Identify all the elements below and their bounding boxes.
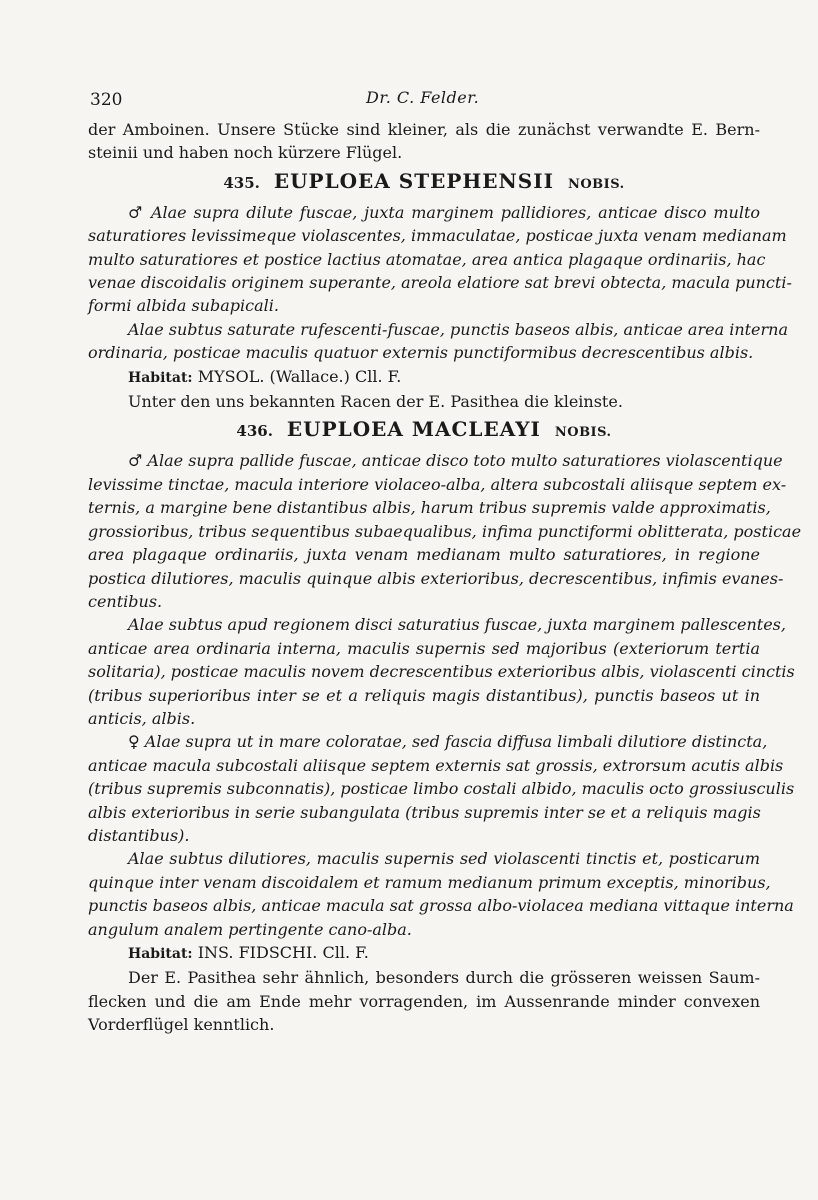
species-number: 436.: [236, 422, 273, 441]
running-header-author: Dr. C. Felder.: [366, 88, 480, 107]
page-body: [88, 118, 802, 1037]
remark-paragraph: [88, 966, 760, 1036]
text-line: Vorderflügel kenntlich.: [88, 1015, 275, 1035]
habitat-label: Habitat:: [128, 369, 193, 386]
text-line: punctis baseos albis, anticae macula sat grossa albo-violacea mediana vittaque interna: [88, 896, 794, 916]
text-line: ♂ Alae supra pallide fuscae, anticae disco toto multo saturatiores violascentique: [128, 451, 783, 471]
habitat-text: INS. FIDSCHI. Cll. F.: [197, 943, 369, 962]
text-line: centibus.: [88, 591, 163, 611]
text-line: saturatiores levissimeque violascentes, immaculatae, posticae juxta venam medianam: [88, 226, 787, 246]
intro-line: steinii und haben noch kürzere Flügel.: [88, 143, 403, 163]
text-line: albis exterioribus in serie subangulata (tribus supremis inter se et a reliquis magis: [88, 802, 761, 822]
text-line: angulum analem pertingente cano-alba.: [88, 919, 412, 939]
species-name: EUPLOEA STEPHENSII: [273, 168, 554, 193]
text-line: flecken und die am Ende mehr vorragenden, im Aussenrande minder convexen: [88, 991, 760, 1011]
species-heading-436: [88, 415, 760, 447]
description-male-under: [88, 318, 789, 365]
description-female-upper: [88, 730, 795, 847]
species-number: 435.: [223, 173, 260, 192]
species-heading-435: [88, 167, 760, 199]
text-line: area plagaque ordinariis, juxta venam medianam multo saturatiores, in regione: [88, 545, 760, 565]
description-male-under: [88, 613, 795, 730]
text-line: ordinaria, posticae maculis quatuor externis punctiformibus decrescentibus albis.: [88, 343, 754, 363]
description-female-under: [88, 847, 794, 941]
text-line: (tribus superioribus inter se et a reliquis magis distantibus), punctis baseos ut in: [88, 685, 760, 705]
text-line: ♀ Alae supra ut in mare coloratae, sed fascia diffusa limbali dilutiore distincta,: [128, 732, 768, 752]
text-line: anticae macula subcostali aliisque septem externis sat grossis, extrorsum acutis albis: [88, 755, 784, 775]
text-line: Der E. Pasithea sehr ähnlich, besonders durch die grösseren weissen Saum-: [128, 968, 760, 988]
text-line: distantibus).: [88, 825, 190, 845]
text-line: Alae subtus saturate rufescenti-fuscae, punctis baseos albis, anticae area interna: [128, 319, 789, 339]
species-authority: NOBIS.: [567, 176, 625, 192]
page-number: 320: [90, 90, 123, 110]
text-line: grossioribus, tribus sequentibus subaequalibus, infima punctiformi oblitterata, posticae: [88, 521, 802, 541]
text-line: ternis, a margine bene distantibus albis, harum tribus supremis valde approximatis,: [88, 498, 771, 518]
species-authority: NOBIS.: [554, 425, 612, 441]
text-line: multo saturatiores et postice lactius atomatae, area antica plagaque ordinariis, hac: [88, 249, 766, 269]
description-male-upper: [88, 201, 792, 318]
text-line: levissime tinctae, macula interiore violaceo-alba, altera subcostali aliisque septem ex-: [88, 474, 787, 494]
text-line: formi albida subapicali.: [88, 296, 279, 316]
intro-line: der Amboinen. Unsere Stücke sind kleiner, als die zunächst verwandte E. Bern-: [88, 120, 760, 139]
text-line: quinque inter venam discoidalem et ramum medianum primum exceptis, minoribus,: [88, 872, 771, 892]
habitat-text: MYSOL. (Wallace.) Cll. F.: [197, 366, 402, 386]
text-line: Alae subtus apud regionem disci saturatius fuscae, juxta marginem pallescentes,: [128, 615, 786, 635]
text-line: postica dilutiores, maculis quinque albis exterioribus, decrescentibus, infimis evanes-: [88, 568, 784, 588]
text-line: solitaria), posticae maculis novem decrescentibus exterioribus albis, violascenti cinctis: [88, 662, 795, 682]
text-line: venae discoidalis originem superante, areola elatiore sat brevi obtecta, macula puncti-: [88, 273, 792, 293]
description-male-upper: [88, 449, 802, 613]
text-line: anticae area ordinaria interna, maculis supernis sed majoribus (exteriorum tertia: [88, 638, 760, 658]
habitat-line: [88, 941, 760, 966]
species-name: EUPLOEA MACLEAYI: [286, 417, 541, 442]
habitat-label: Habitat:: [128, 946, 193, 962]
text-line: ♂ Alae supra dilute fuscae, juxta marginem pallidiores, anticae disco multo: [128, 202, 760, 222]
text-line: Alae subtus dilutiores, maculis supernis sed violascenti tinctis et, posticarum: [128, 849, 760, 869]
habitat-line: [88, 365, 760, 390]
text-line: (tribus supremis subconnatis), posticae limbo costali albido, maculis octo grossiusculis: [88, 779, 795, 799]
remark-line: Unter den uns bekannten Racen der E. Pasithea die kleinste.: [128, 392, 623, 412]
text-line: anticis, albis.: [88, 708, 196, 728]
